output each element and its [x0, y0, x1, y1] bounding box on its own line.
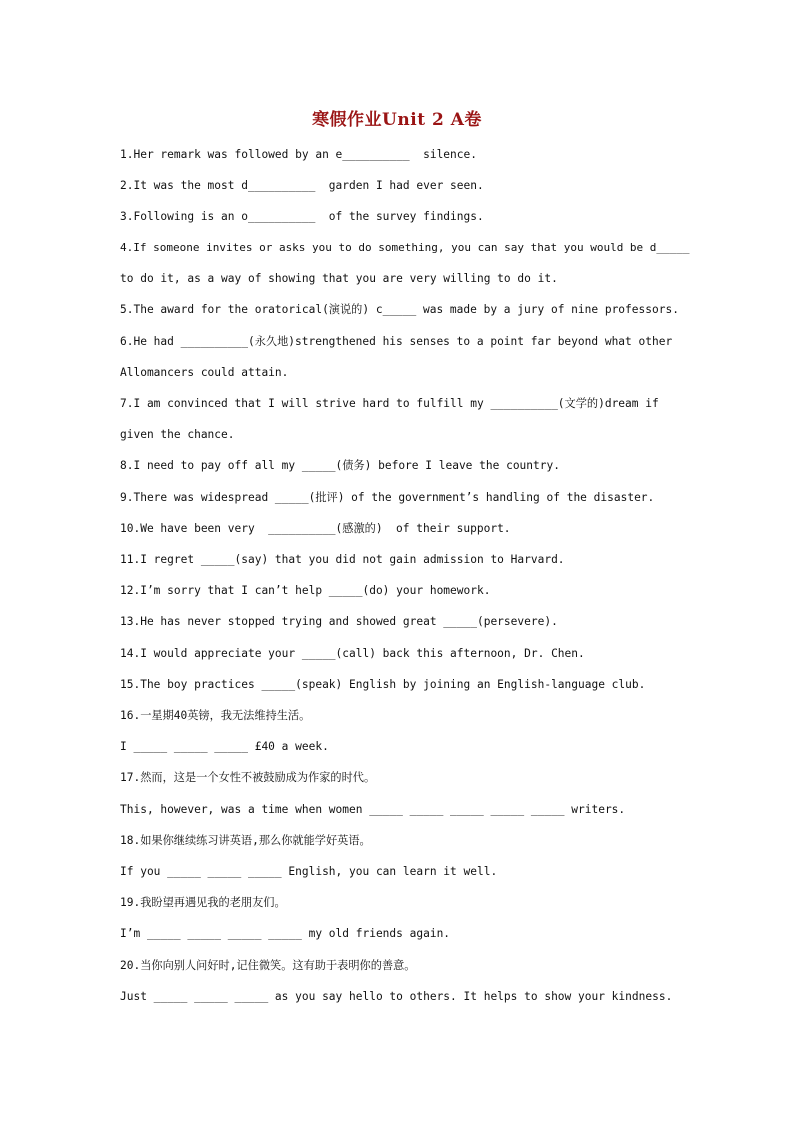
exercise-line-15: 15.The boy practices _____(speak) English by joining an English-language club.	[120, 678, 646, 691]
exercise-line-1: 1.Her remark was followed by an e__________ silence.	[120, 148, 477, 161]
exercise-line-17-answer: This, however, was a time when women _____ _____ _____ _____ _____ writers.	[120, 803, 626, 816]
exercise-line-4a: 4.If someone invites or asks you to do something, you can say that you would be d_____	[120, 241, 690, 254]
exercise-line-2: 2.It was the most d__________ garden I had ever seen.	[120, 179, 484, 192]
exercise-line-6a: 6.He had __________(永久地)strengthened his senses to a point far beyond what other	[120, 335, 673, 348]
exercise-line-12: 12.I’m sorry that I can’t help _____(do) your homework.	[120, 584, 491, 597]
exercise-line-9: 9.There was widespread _____(批评) of the government’s handling of the disaster.	[120, 491, 655, 504]
exercise-line-6b: Allomancers could attain.	[120, 366, 289, 379]
exercise-line-20-prompt: 20.当你向别人问好时,记住微笑。这有助于表明你的善意。	[120, 959, 416, 972]
exercise-line-18-prompt: 18.如果你继续练习讲英语,那么你就能学好英语。	[120, 834, 371, 847]
page-title: 寒假作业Unit 2 A卷	[312, 110, 482, 130]
exercise-line-4b: to do it, as a way of showing that you are very willing to do it.	[120, 272, 558, 285]
exercise-line-13: 13.He has never stopped trying and showed great _____(persevere).	[120, 615, 558, 628]
exercise-line-16-prompt: 16.一星期40英镑，我无法维持生活。	[120, 709, 311, 722]
exercise-line-3: 3.Following is an o__________ of the survey findings.	[120, 210, 484, 223]
exercise-line-18-answer: If you _____ _____ _____ English, you can learn it well.	[120, 865, 498, 878]
exercise-line-8: 8.I need to pay off all my _____(债务) before I leave the country.	[120, 459, 560, 472]
exercise-line-7a: 7.I am convinced that I will strive hard to fulfill my __________(文学的)dream if	[120, 397, 659, 410]
exercise-line-7b: given the chance.	[120, 428, 235, 441]
exercise-line-5: 5.The award for the oratorical(演说的) c_____ was made by a jury of nine professors.	[120, 303, 679, 316]
exercise-line-17-prompt: 17.然而，这是一个女性不被鼓励成为作家的时代。	[120, 771, 376, 784]
exercise-line-10: 10.We have been very __________(感激的) of their support.	[120, 522, 511, 535]
exercise-line-11: 11.I regret _____(say) that you did not gain admission to Harvard.	[120, 553, 565, 566]
exercise-line-16-answer: I _____ _____ _____ £40 a week.	[120, 740, 329, 753]
exercise-line-19-answer: I’m _____ _____ _____ _____ my old friends again.	[120, 927, 451, 940]
exercise-line-19-prompt: 19.我盼望再遇见我的老朋友们。	[120, 896, 286, 909]
exercise-line-20-answer: Just _____ _____ _____ as you say hello to others. It helps to show your kindness.	[120, 990, 673, 1003]
exercise-line-14: 14.I would appreciate your _____(call) back this afternoon, Dr. Chen.	[120, 647, 585, 660]
